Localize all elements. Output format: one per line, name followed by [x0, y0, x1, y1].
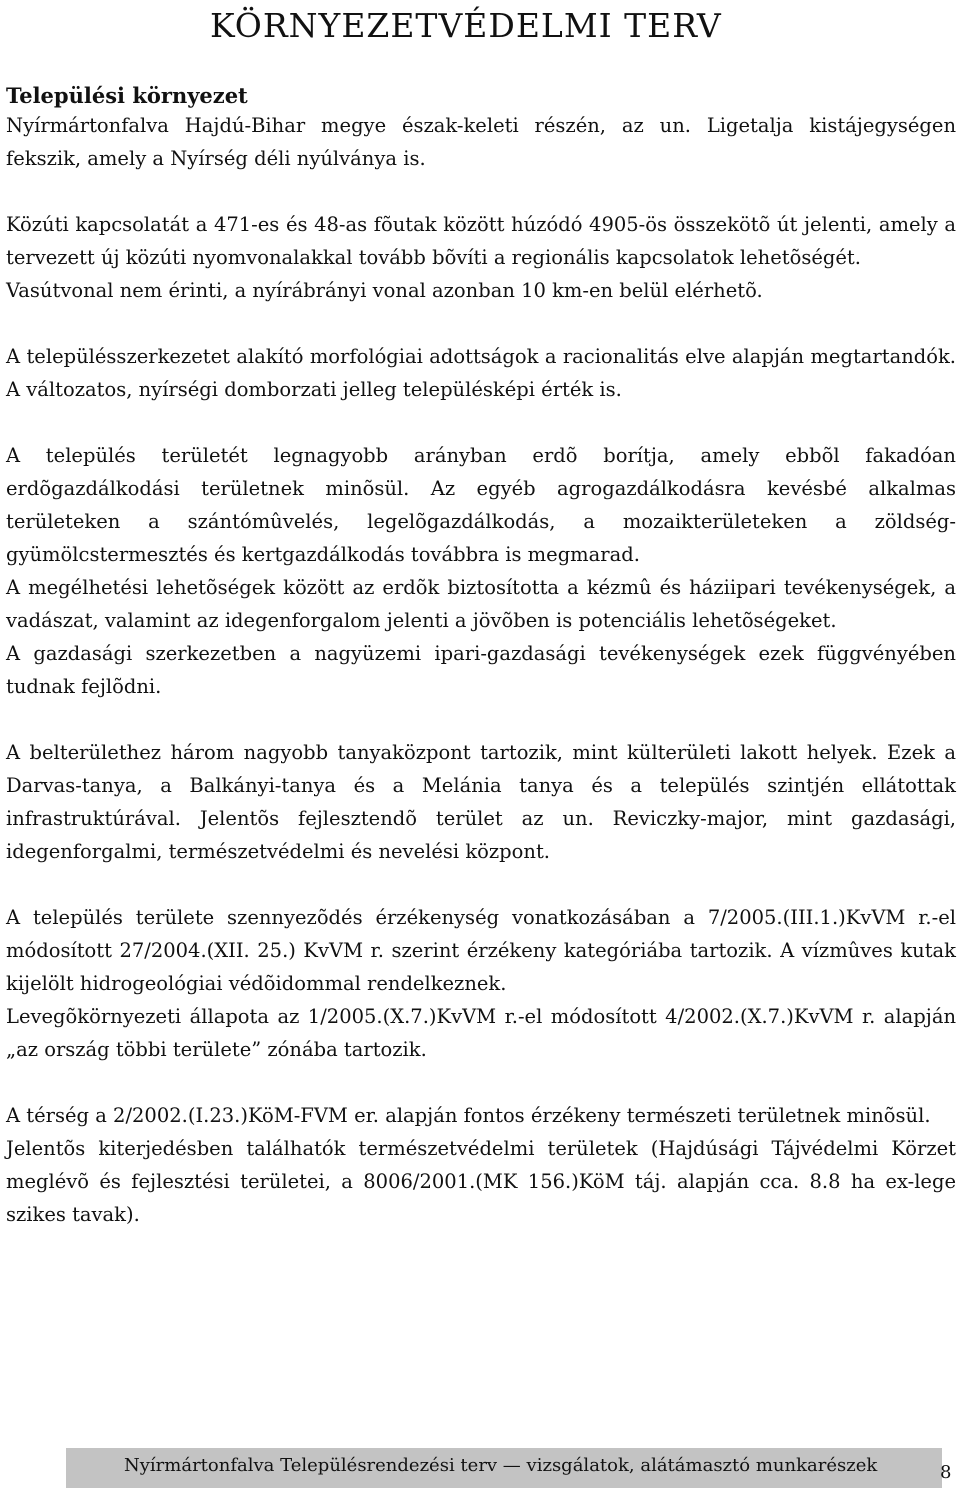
- paragraph-economy: A gazdasági szerkezetben a nagyüzemi ipari-gazdasági tevékenységek ezek függvényében tudnak fejlõdni.: [6, 642, 956, 698]
- paragraph-farmsteads: A belterülethez három nagyobb tanyaközpont tartozik, mint külterületi lakott helyek. Ezek a Darvas-tanya, a Balkányi-tanya és a Melánia tanya és a település szintjén ellátottak infrastruktúrával. Jelentõs fejlesztendõ terület az un. Reviczky-major, mint gazdasági, idegenforgalmi, természetvédelmi és nevelési központ.: [6, 741, 956, 863]
- paragraph-location: Nyírmártonfalva Hajdú-Bihar megye észak-keleti részén, az un. Ligetalja kistájegységen fekszik, amely a Nyírség déli nyúlványa is.: [6, 114, 956, 170]
- footer-text: Nyírmártonfalva Településrendezési terv — vizsgálatok, alátámasztó munkarészek: [124, 1455, 878, 1476]
- paragraph-pollution-sensitivity: A település területe szennyezõdés érzékenység vonatkozásában a 7/2005.(III.1.)KvVM r.-el módosított 27/2004.(XII. 25.) KvVM r. szerint érzékeny kategóriába tartozik. A vízmûves kutak kijelölt hidrogeológiai védõidommal rendelkeznek.: [6, 906, 956, 995]
- paragraph-railway: Vasútvonal nem érinti, a nyírábrányi vonal azonban 10 km-en belül elérhetõ.: [6, 279, 763, 302]
- paragraph-air-quality: Levegõkörnyezeti állapota az 1/2005.(X.7.)KvVM r.-el módosított 4/2002.(X.7.)KvVM r. alapján „az ország többi területe” zónába tartozik.: [6, 1005, 956, 1061]
- paragraph-road-connections: Közúti kapcsolatát a 471-es és 48-as fõutak között húzódó 4905-ös összekötõ út jelenti, amely a tervezett új közúti nyomvonalakkal tovább bõvíti a regionális kapcsolatok lehetõségét.: [6, 213, 956, 269]
- paragraph-livelihood: A megélhetési lehetõségek között az erdõk biztosította a kézmû és háziipari tevékenységek, a vadászat, valamint az idegenforgalom jelenti a jövõben is potenciális lehetõségeket.: [6, 576, 956, 632]
- paragraph-land-use: A település területét legnagyobb arányban erdõ borítja, amely ebbõl fakadóan erdõgazdálkodási területnek minõsül. Az egyéb agrogazdálkodásra kevésbé alkalmas területeken a szántómûvelés, legelõgazdálkodás, a mozaikterületeken a zöldség-gyümölcstermesztés és kertgazdálkodás továbbra is megmarad.: [6, 444, 956, 566]
- section-heading: Települési környezet: [6, 83, 248, 108]
- document-title: KÖRNYEZETVÉDELMI TERV: [210, 6, 722, 45]
- page-number: 8: [940, 1462, 952, 1483]
- document-body: [6, 83, 956, 1231]
- paragraph-natural-area: A térség a 2/2002.(I.23.)KöM-FVM er. alapján fontos érzékeny természeti területnek minõsül.: [6, 1104, 931, 1127]
- paragraph-morphology: A településszerkezetet alakító morfológiai adottságok a racionalitás elve alapján megtartandók. A változatos, nyírségi domborzati jelleg településképi érték is.: [6, 345, 956, 401]
- paragraph-protected-areas: Jelentõs kiterjedésben találhatók természetvédelmi területek (Hajdúsági Tájvédelmi Körzet meglévõ és fejlesztési területei, a 8006/2001.(MK 156.)KöM táj. alapján cca. 8.8 ha ex-lege szikes tavak).: [6, 1137, 956, 1226]
